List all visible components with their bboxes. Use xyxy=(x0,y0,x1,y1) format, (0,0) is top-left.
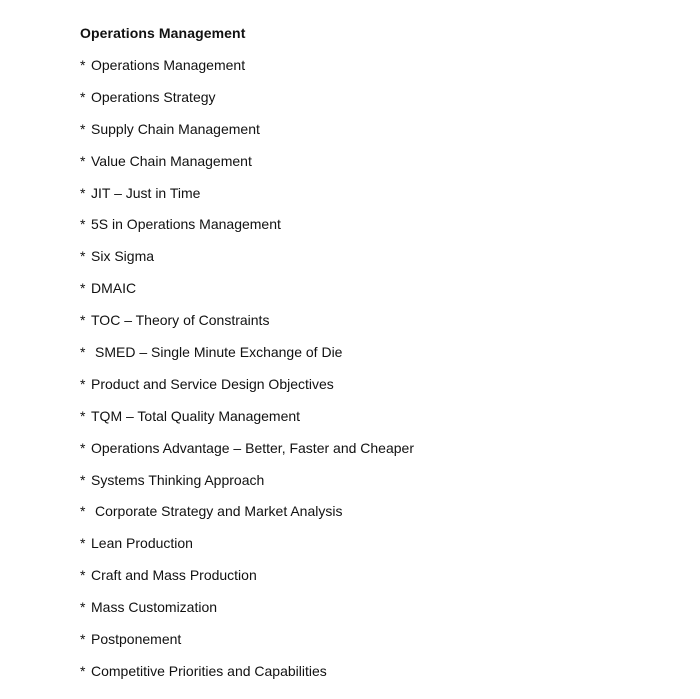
list-item xyxy=(80,628,680,650)
list-item-text: Postponement xyxy=(91,631,182,648)
list-item xyxy=(80,309,680,331)
bullet-mark: * xyxy=(80,280,86,297)
list-item-text: Lean Production xyxy=(91,535,193,552)
list-item-text: SMED – Single Minute Exchange of Die xyxy=(95,344,343,361)
bullet-mark: * xyxy=(80,216,86,233)
bullet-mark: * xyxy=(80,439,86,456)
list-item-text: Operations Strategy xyxy=(91,88,216,105)
list-item-text: TOC – Theory of Constraints xyxy=(91,312,270,329)
list-item xyxy=(80,86,680,108)
list-item xyxy=(80,660,680,682)
bullet-mark: * xyxy=(80,57,86,73)
list-item xyxy=(80,118,680,140)
list-item-text: DMAIC xyxy=(91,280,137,297)
list-item-text: Operations Management xyxy=(91,57,246,73)
list-item xyxy=(80,150,680,172)
bullet-mark: * xyxy=(80,471,86,488)
bullet-mark: * xyxy=(80,535,86,552)
list-item-text: Competitive Priorities and Capabilities xyxy=(91,662,327,679)
bullet-mark: * xyxy=(80,120,86,137)
list-item-text: Supply Chain Management xyxy=(91,120,260,137)
list-item xyxy=(80,373,680,395)
topic-list xyxy=(80,54,680,682)
document-title: Operations Management xyxy=(80,25,246,41)
bullet-mark: * xyxy=(80,344,86,361)
bullet-mark: * xyxy=(80,248,86,265)
bullet-mark: * xyxy=(80,631,86,648)
bullet-mark: * xyxy=(80,503,86,520)
list-item xyxy=(80,277,680,299)
list-item xyxy=(80,54,680,76)
list-item-text: Mass Customization xyxy=(91,599,218,616)
bullet-mark: * xyxy=(80,312,86,329)
list-item-text: Value Chain Management xyxy=(91,152,252,169)
list-item-text: 5S in Operations Management xyxy=(91,216,281,233)
bullet-mark: * xyxy=(80,599,86,616)
bullet-mark: * xyxy=(80,184,86,201)
list-item-text: Operations Advantage – Better, Faster and Cheaper xyxy=(91,439,414,456)
list-item xyxy=(80,182,680,204)
bullet-mark: * xyxy=(80,662,86,679)
list-item xyxy=(80,469,680,491)
list-item xyxy=(80,437,680,459)
list-item-text: Product and Service Design Objectives xyxy=(91,375,334,392)
bullet-mark: * xyxy=(80,152,86,169)
list-item xyxy=(80,532,680,554)
bullet-mark: * xyxy=(80,88,86,105)
list-item xyxy=(80,245,680,267)
bullet-mark: * xyxy=(80,567,86,584)
list-item-text: Corporate Strategy and Market Analysis xyxy=(95,503,343,520)
list-item-text: Six Sigma xyxy=(91,248,155,265)
list-item-text: Craft and Mass Production xyxy=(91,567,257,584)
list-item-text: JIT – Just in Time xyxy=(91,184,201,201)
bullet-mark: * xyxy=(80,375,86,392)
list-item xyxy=(80,405,680,427)
list-item xyxy=(80,341,680,363)
list-item xyxy=(80,213,680,235)
list-item-text: TQM – Total Quality Management xyxy=(91,407,301,424)
list-item xyxy=(80,596,680,618)
list-item-text: Systems Thinking Approach xyxy=(91,471,265,488)
document xyxy=(80,22,680,692)
bullet-mark: * xyxy=(80,407,86,424)
list-item xyxy=(80,564,680,586)
list-item xyxy=(80,500,680,522)
